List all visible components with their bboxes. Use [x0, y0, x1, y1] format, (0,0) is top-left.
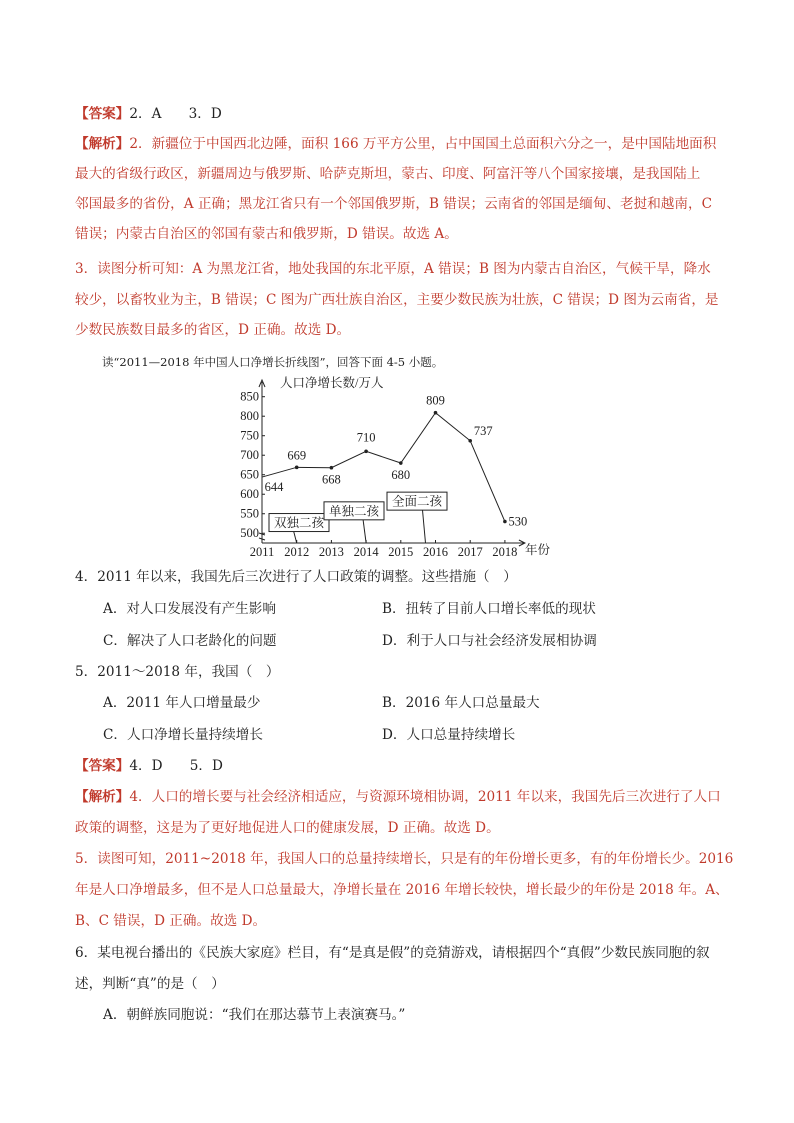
- answer-tag: 【答案】: [75, 758, 130, 774]
- policy-annotation-label: 单独二孩: [328, 504, 380, 519]
- y-tick-label: 800: [240, 409, 259, 424]
- analysis-line: 错误；内蒙古自治区的邻国有蒙古和俄罗斯，D 错误。故选 A。: [75, 226, 458, 242]
- q6-option-a: A．朝鲜族同胞说：“我们在那达慕节上表演赛马。”: [103, 1007, 406, 1023]
- data-label: 669: [287, 448, 307, 463]
- q4-option-c: C．解决了人口老龄化的问题: [103, 633, 277, 649]
- data-point: [503, 520, 507, 524]
- analysis-line: 较少，以畜牧业为主，B 错误；C 图为广西壮族自治区，主要少数民族为壮族，C 错误；D 图为云南省，是: [75, 292, 719, 308]
- data-point: [399, 461, 403, 465]
- policy-annotation-pointer: [363, 520, 366, 543]
- data-point: [364, 450, 368, 454]
- q5-option-c: C．人口净增长量持续增长: [103, 727, 263, 743]
- policy-annotation-pointer: [294, 532, 297, 543]
- y-tick-label: 600: [240, 487, 259, 502]
- analysis-line: 少数民族数目最多的省区，D 正确。故选 D。: [75, 322, 351, 338]
- y-axis-label: 人口净增长数/万人: [280, 376, 384, 390]
- x-tick-label: 2014: [353, 545, 379, 559]
- answer-line-1: [75, 106, 222, 122]
- x-tick-label: 2017: [457, 545, 483, 559]
- chart-ticks: [240, 390, 517, 559]
- data-label: 710: [356, 430, 376, 445]
- data-point: [434, 411, 438, 415]
- analysis-line: [75, 789, 721, 805]
- x-tick-label: 2015: [388, 545, 414, 559]
- q4-option-a: A．对人口发展没有产生影响: [103, 601, 276, 617]
- population-growth-chart: [240, 374, 570, 559]
- y-tick-label: 700: [240, 448, 259, 463]
- analysis-line: 3．读图分析可知：A 为黑龙江省，地处我国的东北平原，A 错误；B 图为内蒙古自治区，气候干旱，降水: [75, 261, 711, 277]
- x-tick-label: 2016: [423, 545, 448, 559]
- data-label: 530: [508, 514, 528, 529]
- answer-text: 4．D 5．D: [129, 758, 223, 774]
- data-label: 809: [426, 393, 445, 408]
- data-point: [468, 439, 472, 443]
- chart-intro: 读“2011—2018 年中国人口净增长折线图”，回答下面 4-5 小题。: [102, 355, 444, 369]
- y-tick-label: 850: [240, 389, 259, 404]
- question-6-stem: 6．某电视台播出的《民族大家庭》栏目，有“是真是假”的竞猜游戏，请根据四个“真假”少数民族同胞的叙: [75, 945, 710, 961]
- policy-annotation-label: 全面二孩: [391, 494, 443, 509]
- x-axis-label: 年份: [525, 543, 551, 557]
- analysis-line: 年是人口净增最多，但不是人口总量最大，净增长量在 2016 年增长较快，增长最少的年份是 2018 年。A、: [75, 882, 729, 898]
- policy-annotation-label: 双独二孩: [273, 516, 325, 531]
- data-point: [330, 466, 334, 470]
- q4-option-d: D．利于人口与社会经济发展相协调: [382, 633, 597, 649]
- y-tick-label: 750: [240, 428, 259, 443]
- q5-option-d: D．人口总量持续增长: [382, 727, 516, 743]
- y-tick-label: 500: [240, 526, 259, 541]
- policy-annotation-pointer: [423, 510, 426, 543]
- data-label: 680: [391, 468, 411, 483]
- x-tick-label: 2011: [249, 545, 275, 559]
- x-tick-label: 2012: [284, 545, 310, 559]
- analysis-line: 政策的调整，这是为了更好地促进人口的健康发展，D 正确。故选 D。: [75, 820, 500, 836]
- answer-tag: 【答案】: [75, 106, 130, 122]
- data-label: 737: [473, 423, 493, 438]
- analysis-text: 4．人口的增长要与社会经济相适应，与资源环境相协调，2011 年以来，我国先后三次进行了人口: [129, 789, 721, 805]
- data-label: 644: [264, 480, 284, 495]
- analysis-line: [75, 136, 716, 152]
- analysis-text: 2．新疆位于中国西北边陲，面积 166 万平方公里，占中国国土总面积六分之一，是中国陆地面积: [129, 136, 717, 152]
- y-tick-label: 650: [240, 467, 259, 482]
- data-point: [295, 466, 299, 470]
- y-tick-label: 550: [240, 506, 259, 521]
- analysis-line: B、C 错误，D 正确。故选 D。: [75, 913, 267, 929]
- question-6-stem-cont: 述，判断“真”的是（ ）: [75, 976, 225, 992]
- answer-line-2: [75, 758, 223, 774]
- analysis-tag: 【解析】: [75, 789, 130, 805]
- data-label: 668: [322, 472, 341, 487]
- analysis-line: 5．读图可知，2011~2018 年，我国人口的总量持续增长，只是有的年份增长更多，有的年份增长少。2016: [75, 851, 734, 867]
- q5-option-a: A．2011 年人口增量最少: [103, 695, 261, 711]
- q4-option-b: B．扭转了目前人口增长率低的现状: [382, 601, 596, 617]
- analysis-line: 邻国最多的省份，A 正确；黑龙江省只有一个邻国俄罗斯，B 错误；云南省的邻国是缅甸、老挝和越南，C: [75, 196, 712, 212]
- q5-option-b: B．2016 年人口总量最大: [382, 695, 540, 711]
- question-5-stem: 5．2011～2018 年，我国（ ）: [75, 664, 280, 680]
- analysis-line: 最大的省级行政区，新疆周边与俄罗斯、哈萨克斯坦，蒙古、印度、阿富汗等八个国家接壤，是我国陆上: [75, 166, 701, 182]
- x-tick-label: 2013: [318, 545, 344, 559]
- analysis-tag: 【解析】: [75, 136, 130, 152]
- chart-annotations: [269, 492, 447, 543]
- question-4-stem: 4．2011 年以来，我国先后三次进行了人口政策的调整。这些措施（ ）: [75, 569, 517, 585]
- answer-text: 2．A 3．D: [129, 106, 222, 122]
- x-tick-label: 2018: [492, 545, 518, 559]
